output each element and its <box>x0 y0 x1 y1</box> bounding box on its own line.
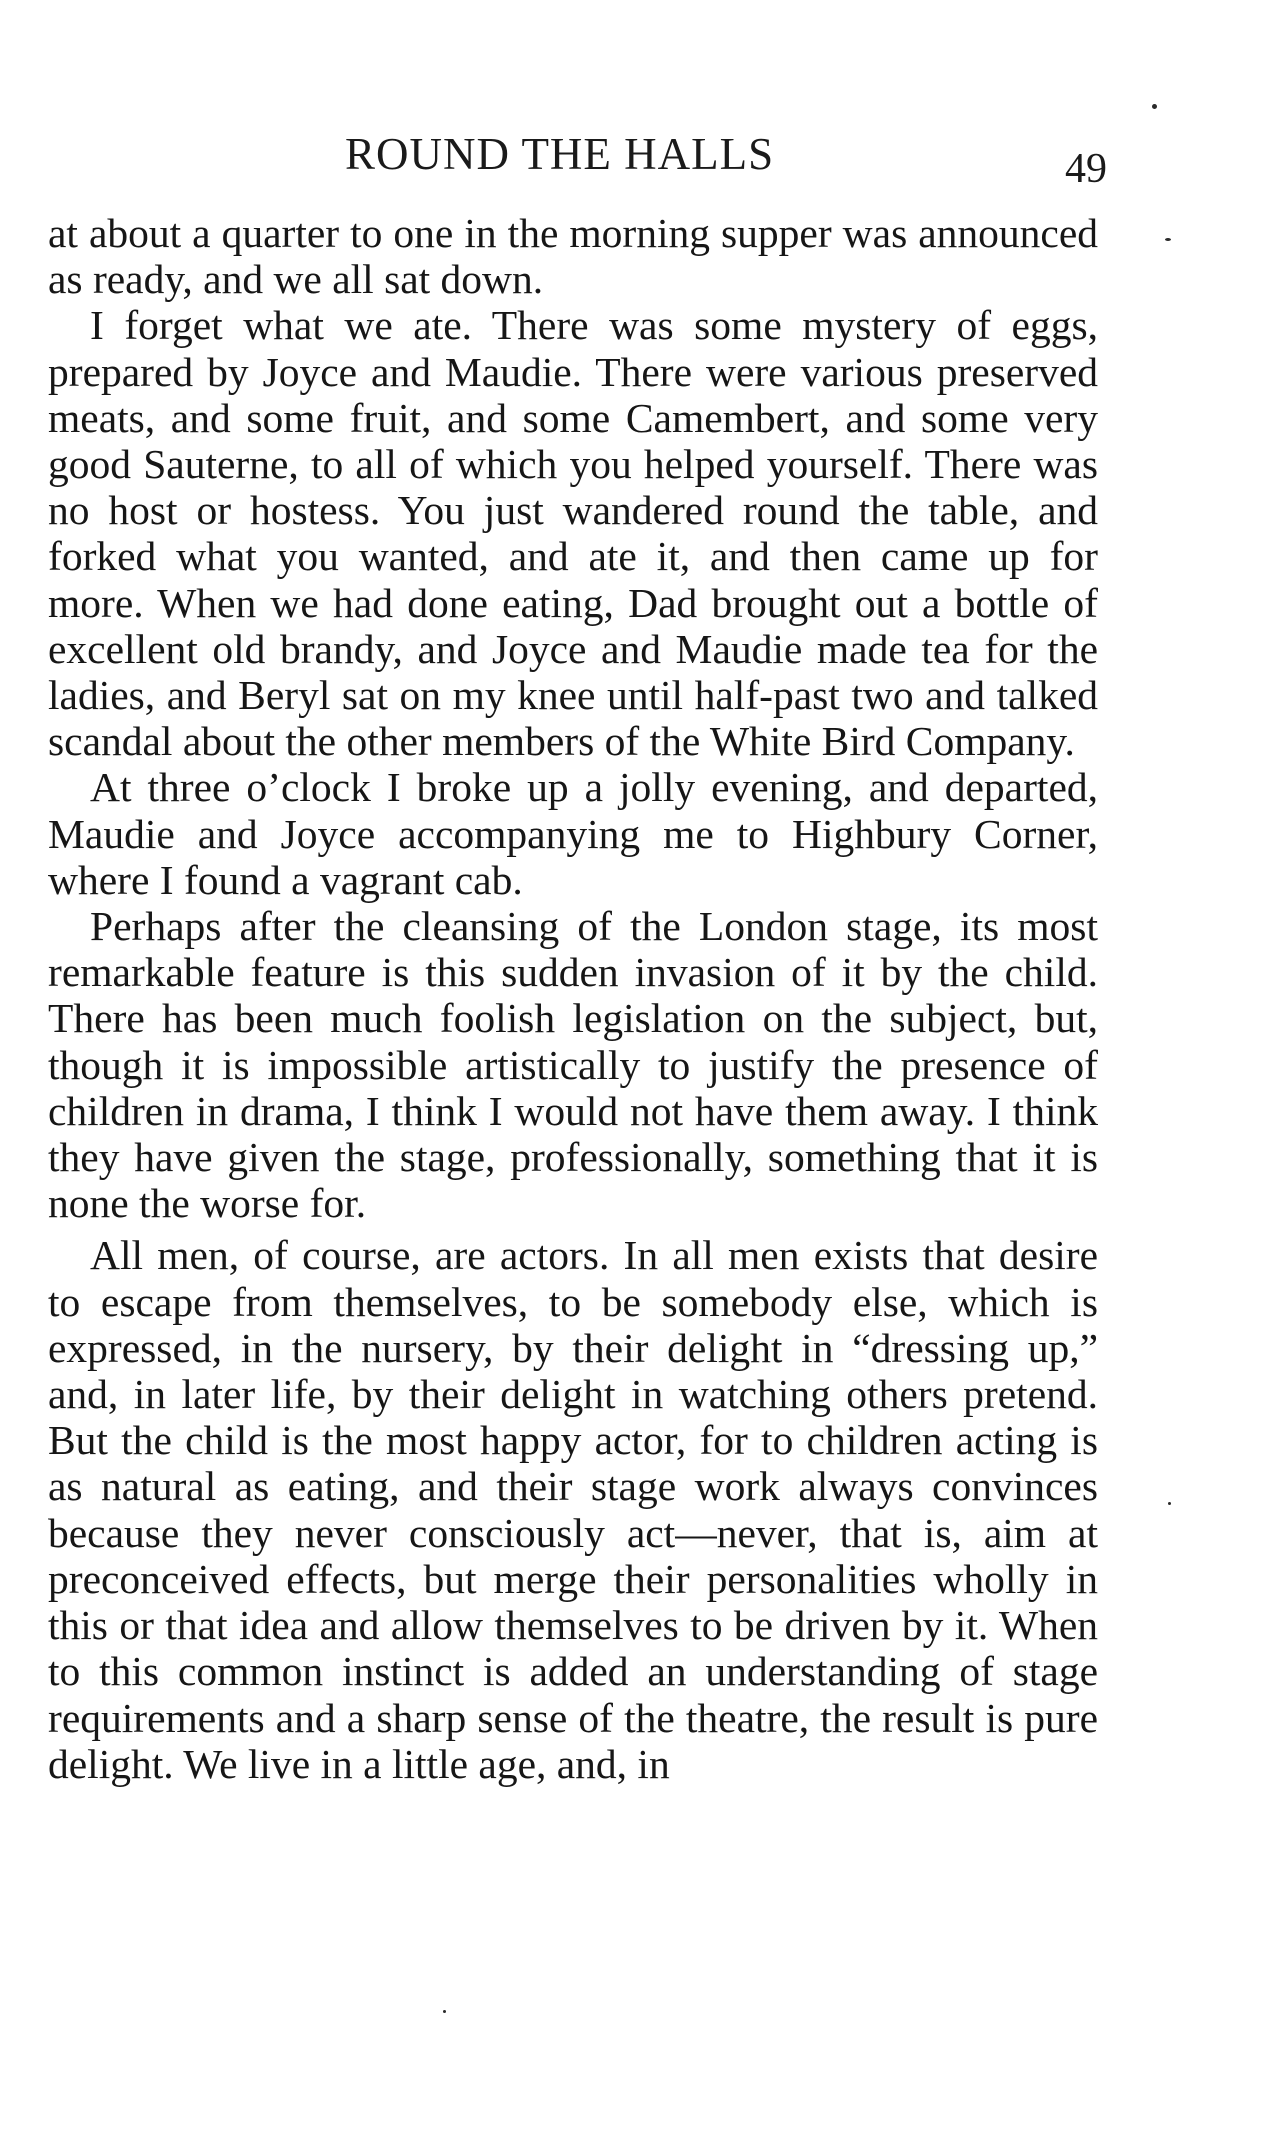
paragraph-5: All men, of course, are actors. In all men exists that desire to escape from themselves, to be somebody else, which is expressed, in the nursery, by their delight in “dressing up,” and, in later life, by their delight in watching others pretend. But the child is the most happy actor, for to children acting is as natural as eating, and their stage work always convinces because they never consciously act—never, that is, aim at preconceived effects, but merge their personalities wholly in this or that idea and allow themselves to be driven by it. When to this common instinct is added an understanding of stage requirements and a sharp sense of the theatre, the result is pure delight. We live in a little age, and, in <box>48 1232 1098 1787</box>
scan-speck <box>1152 104 1157 109</box>
scan-speck <box>1165 238 1171 241</box>
paragraph-1: at about a quarter to one in the morning supper was announced as ready, and we all sat down. <box>48 210 1098 303</box>
scan-speck <box>1168 1502 1171 1505</box>
body-text <box>48 210 1098 1787</box>
scan-speck <box>443 2010 446 2013</box>
paragraph-3: At three o’clock I broke up a jolly evening, and departed, Maudie and Joyce accompanying me to Highbury Corner, where I found a vagrant cab. <box>48 764 1098 903</box>
paragraph-4: Perhaps after the cleansing of the London stage, its most remarkable feature is this sudden invasion of it by the child. There has been much foolish legislation on the subject, but, though it is impossible artistically to justify the presence of children in drama, I think I would not have them away. I think they have given the stage, professionally, something that it is none the worse for. <box>48 903 1098 1227</box>
page-number: 49 <box>1065 146 1107 192</box>
running-title: ROUND THE HALLS <box>345 129 775 179</box>
paragraph-2: I forget what we ate. There was some mystery of eggs, prepared by Joyce and Maudie. There were various preserved meats, and some fruit, and some Camembert, and some very good Sauterne, to all of which you helped yourself. There was no host or hostess. You just wandered round the table, and forked what you wanted, and ate it, and then came up for more. When we had done eating, Dad brought out a bottle of excellent old brandy, and Joyce and Maudie made tea for the ladies, and Beryl sat on my knee until half-past two and talked scandal about the other members of the White Bird Company. <box>48 302 1098 765</box>
